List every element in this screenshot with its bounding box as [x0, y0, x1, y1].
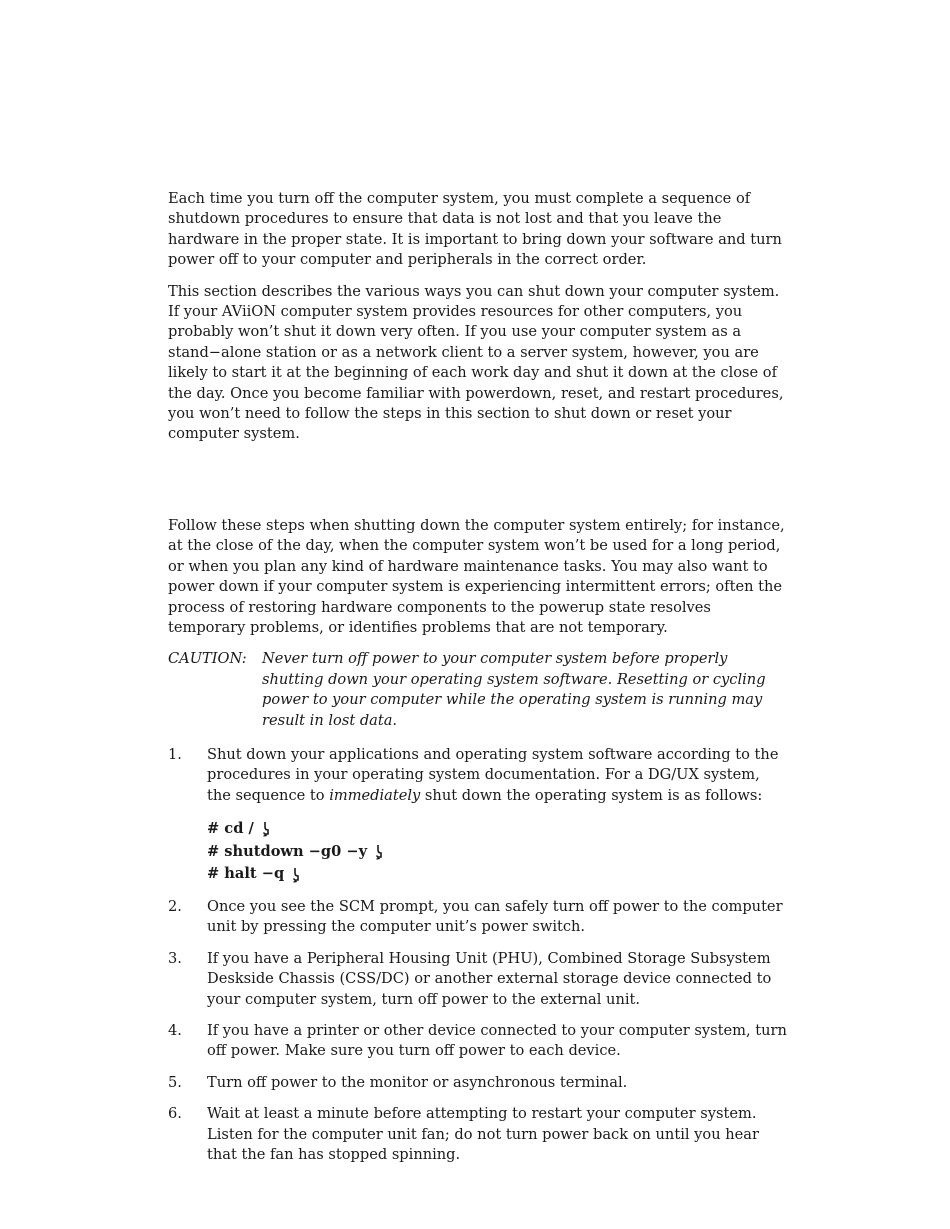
step-number: 6. [168, 1105, 182, 1123]
step-5 [168, 1073, 788, 1093]
intro-paragraph-2: This section describes the various ways you can shut down your computer system. If your AViiON computer system provides resources for other computers, you probably won’t shut it down very often. If you use your computer system as a stand−alone station or as a network client to a server system, however, you are likely to start it at the beginning of each work day and shut it down at the close of the day. Once you become familiar with powerdown, reset, and restart procedures, you won’t need to follow the steps in this section to shut down or reset your computer system. [168, 282, 784, 443]
caution-label: CAUTION: [168, 650, 247, 668]
step-number: 5. [168, 1073, 182, 1091]
step-number: 1. [168, 745, 182, 763]
shutdown-steps-list [168, 745, 788, 1165]
step-1 [168, 745, 788, 886]
step-text: If you have a printer or other device connected to your computer system, turn off power. Make sure you turn off power to each device. [207, 1021, 787, 1060]
step-4 [168, 1021, 788, 1062]
enter-key-icon [292, 867, 302, 883]
step-2 [168, 897, 788, 938]
command-text: # halt −q [207, 865, 285, 883]
section-spacer [168, 456, 788, 516]
document-page [168, 189, 788, 1176]
step-text: Turn off power to the monitor or asynchronous terminal. [207, 1073, 628, 1091]
caution-notice [168, 649, 788, 731]
step-number: 2. [168, 897, 182, 915]
step-number: 4. [168, 1021, 182, 1039]
enter-key-icon [375, 844, 385, 860]
step-emphasis: immediately [329, 786, 421, 804]
enter-key-icon [262, 821, 272, 837]
command-block [207, 818, 788, 886]
command-line [207, 841, 788, 864]
step-3 [168, 949, 788, 1010]
command-line [207, 818, 788, 841]
command-text: # cd / [207, 820, 254, 838]
step-text: Shut down your applications and operating system software according to the procedures in your operating system documentation. For a DG/UX system, the sequence to [207, 745, 779, 804]
step-text-end: shut down the operating system is as follows: [420, 786, 763, 804]
step-number: 3. [168, 949, 182, 967]
powerdown-intro-paragraph: Follow these steps when shutting down the computer system entirely; for instance, at the close of the day, when the computer system won’t be used for a long period, or when you plan any kind of hardware maintenance tasks. You may also want to power down if your computer system is experiencing intermittent errors; often the process of restoring hardware components to the powerup state resolves temporary problems, or identifies problems that are not temporary. [168, 516, 785, 636]
step-text: Wait at least a minute before attempting to restart your computer system. Listen for the computer unit fan; do not turn power back on until you hear that the fan has stopped spinning. [207, 1105, 759, 1163]
step-text: Once you see the SCM prompt, you can safely turn off power to the computer unit by pressing the computer unit’s power switch. [207, 897, 783, 936]
command-line [207, 863, 788, 886]
step-body [207, 745, 788, 886]
caution-text: Never turn off power to your computer system before properly shutting down your operating system software. Resetting or cycling power to your computer while the operating system is running may result in lost data. [262, 650, 766, 729]
intro-paragraph-1: Each time you turn off the computer system, you must complete a sequence of shutdown procedures to ensure that data is not lost and that you leave the hardware in the proper state. It is important to bring down your software and turn power off to your computer and peripherals in the correct order. [168, 190, 782, 269]
step-text: If you have a Peripheral Housing Unit (PHU), Combined Storage Subsystem Deskside Chassis (CSS/DC) or another external storage device connected to your computer system, turn off power to the external unit. [207, 949, 772, 1008]
command-text: # shutdown −g0 −y [207, 842, 368, 860]
step-6 [168, 1104, 788, 1165]
